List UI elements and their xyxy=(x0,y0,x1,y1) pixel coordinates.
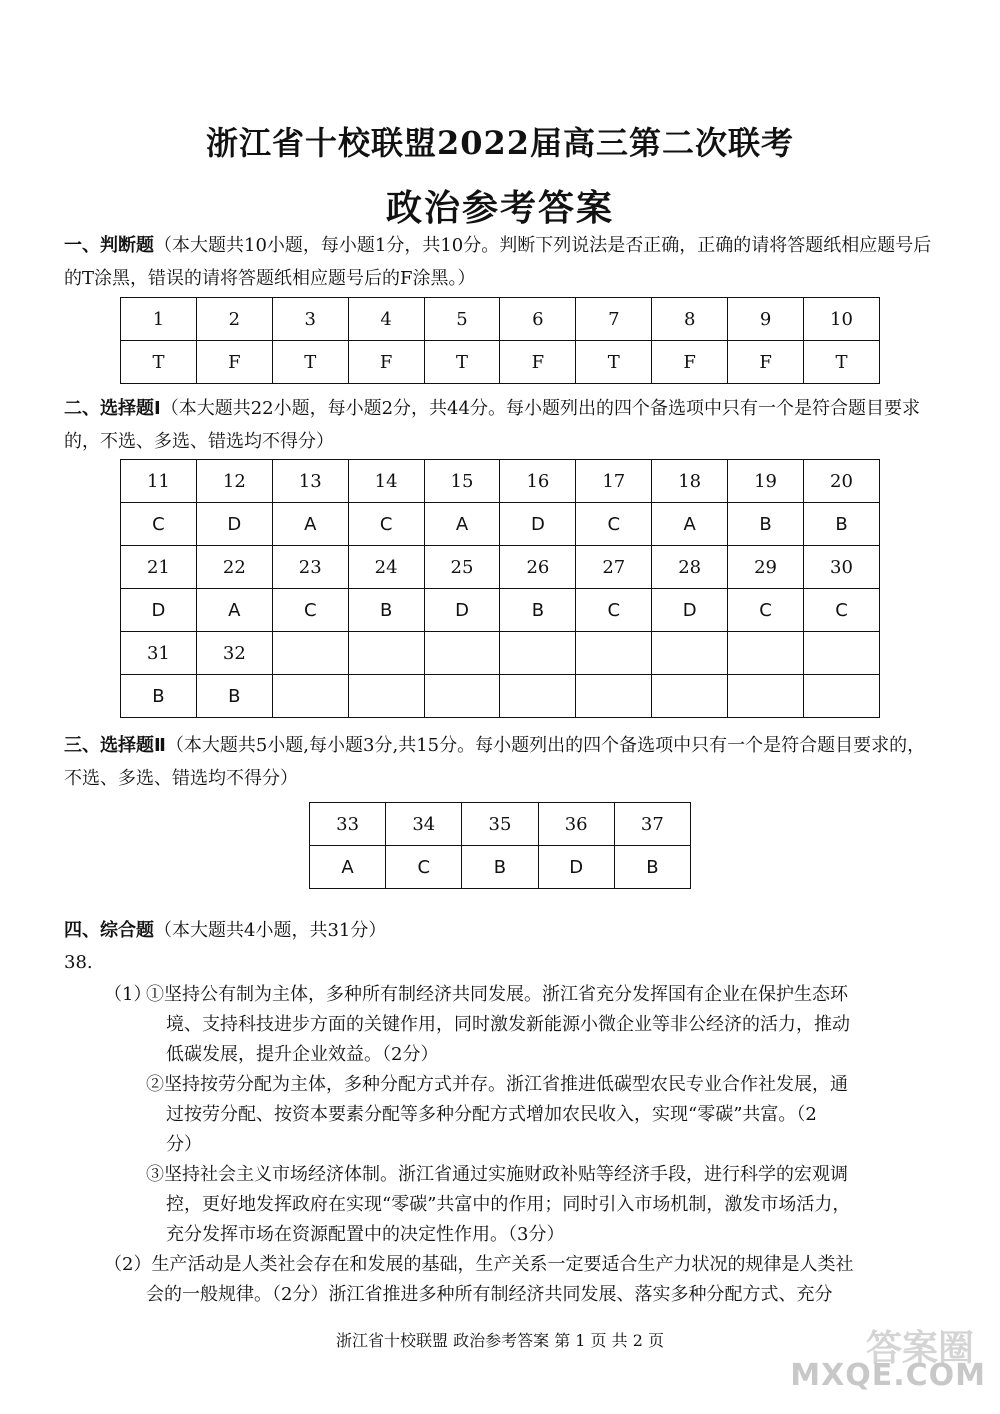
table-cell: 23 xyxy=(272,546,348,589)
table-cell xyxy=(576,632,652,675)
table-cell: 3 xyxy=(272,298,348,341)
section2-answer-row xyxy=(121,503,880,546)
section2-number-row xyxy=(121,546,880,589)
answer-cell: T xyxy=(424,341,500,384)
answer-cell xyxy=(272,675,348,718)
answer-cell: A xyxy=(424,503,500,546)
answer-cell: F xyxy=(728,341,804,384)
answer-cell: B xyxy=(804,503,880,546)
section2-heading: 二、选择题Ⅰ xyxy=(64,398,161,419)
table-cell: 28 xyxy=(652,546,728,589)
answer-cell: F xyxy=(500,341,576,384)
answer-cell: C xyxy=(272,589,348,632)
table-cell xyxy=(348,632,424,675)
table-cell xyxy=(272,632,348,675)
table-cell: 12 xyxy=(196,460,272,503)
answer-cell: B xyxy=(348,589,424,632)
section2-answer-row xyxy=(121,675,880,718)
section1-answer-row xyxy=(121,341,880,384)
page-subtitle: 政治参考答案 xyxy=(385,187,614,229)
answer-cell xyxy=(348,675,424,718)
table-cell: 7 xyxy=(576,298,652,341)
section3-number-row xyxy=(310,803,691,846)
section3-answer-row xyxy=(310,846,691,889)
answer-cell: D xyxy=(652,589,728,632)
part1-label: （1） xyxy=(104,984,152,1005)
answer-cell: T xyxy=(804,341,880,384)
table-cell: 26 xyxy=(500,546,576,589)
table-cell: 6 xyxy=(500,298,576,341)
text-line: ②坚持按劳分配为主体，多种分配方式并存。浙江省推进低碳型农民专业合作社发展，通 xyxy=(146,1074,848,1095)
question-38-label: 38. xyxy=(64,952,93,973)
text-line: ①坚持公有制为主体，多种所有制经济共同发展。浙江省充分发挥国有企业在保护生态环 xyxy=(146,984,848,1005)
answer-cell xyxy=(424,675,500,718)
answer-cell: F xyxy=(196,341,272,384)
section3-desc: （本大题共5小题,每小题3分,共15分。每小题列出的四个备选项中只有一个是符合题目要求的，不选、多选、错选均不得分） xyxy=(64,735,926,789)
table-cell: 27 xyxy=(576,546,652,589)
table-cell: 1 xyxy=(121,298,197,341)
answer-cell xyxy=(804,675,880,718)
answer-cell: T xyxy=(576,341,652,384)
answer-cell: B xyxy=(196,675,272,718)
table-cell: 19 xyxy=(728,460,804,503)
section3-heading: 三、选择题Ⅱ xyxy=(64,735,166,756)
answer-cell xyxy=(652,675,728,718)
table-cell xyxy=(728,632,804,675)
table-cell: 22 xyxy=(196,546,272,589)
table-cell: 5 xyxy=(424,298,500,341)
text-line: 控，更好地发挥政府在实现“零碳”共富中的作用；同时引入市场机制，激发市场活力， xyxy=(166,1194,851,1215)
answer-cell: B xyxy=(728,503,804,546)
table-cell: 30 xyxy=(804,546,880,589)
table-cell: 21 xyxy=(121,546,197,589)
answer-cell: A xyxy=(196,589,272,632)
text-line: 境、支持科技进步方面的关键作用，同时激发新能源小微企业等非公经济的活力，推动 xyxy=(166,1014,850,1035)
table-cell xyxy=(500,632,576,675)
text-line: （2）生产活动是人类社会存在和发展的基础，生产关系一定要适合生产力状况的规律是人类社 xyxy=(104,1254,854,1275)
section2-table xyxy=(120,459,880,718)
answer-cell: C xyxy=(728,589,804,632)
table-cell: 37 xyxy=(614,803,690,846)
table-cell: 4 xyxy=(348,298,424,341)
section2-desc: （本大题共22小题，每小题2分，共44分。每小题列出的四个备选项中只有一个是符合题目要求的，不选、多选、错选均不得分） xyxy=(64,398,920,452)
table-cell: 34 xyxy=(386,803,462,846)
section2-number-row xyxy=(121,632,880,675)
table-cell: 18 xyxy=(652,460,728,503)
table-cell: 24 xyxy=(348,546,424,589)
table-cell: 33 xyxy=(310,803,386,846)
table-cell xyxy=(424,632,500,675)
answer-cell: C xyxy=(348,503,424,546)
table-cell: 9 xyxy=(728,298,804,341)
answer-cell xyxy=(728,675,804,718)
page-footer: 浙江省十校联盟 政治参考答案 第 1 页 共 2 页 xyxy=(336,1331,664,1350)
section1-number-row xyxy=(121,298,880,341)
answer-cell: D xyxy=(121,589,197,632)
table-cell xyxy=(804,632,880,675)
answer-cell: F xyxy=(652,341,728,384)
answer-cell: C xyxy=(576,503,652,546)
answer-cell: B xyxy=(614,846,690,889)
table-cell: 15 xyxy=(424,460,500,503)
answer-cell: D xyxy=(500,503,576,546)
table-cell: 32 xyxy=(196,632,272,675)
text-line: 低碳发展，提升企业效益。（2分） xyxy=(166,1044,439,1065)
answer-cell: T xyxy=(272,341,348,384)
answer-cell: C xyxy=(576,589,652,632)
text-line: 过按劳分配、按资本要素分配等多种分配方式增加农民收入，实现“零碳”共富。（2 xyxy=(166,1104,817,1125)
table-cell: 35 xyxy=(462,803,538,846)
table-cell: 20 xyxy=(804,460,880,503)
table-cell: 8 xyxy=(652,298,728,341)
answer-cell: B xyxy=(121,675,197,718)
answer-cell: A xyxy=(652,503,728,546)
answer-cell: A xyxy=(310,846,386,889)
answer-cell: D xyxy=(538,846,614,889)
section1-desc: （本大题共10小题，每小题1分，共10分。判断下列说法是否正确，正确的请将答题纸相应题号后的T涂黑，错误的请将答题纸相应题号后的F涂黑。） xyxy=(64,235,932,289)
section3-table xyxy=(309,802,691,889)
table-cell: 25 xyxy=(424,546,500,589)
answer-cell: A xyxy=(272,503,348,546)
table-cell: 2 xyxy=(196,298,272,341)
table-cell: 11 xyxy=(121,460,197,503)
answer-cell xyxy=(576,675,652,718)
section1-table xyxy=(120,297,880,384)
table-cell: 13 xyxy=(272,460,348,503)
section1-intro xyxy=(64,229,938,295)
answer-cell xyxy=(500,675,576,718)
watermark-text: MXQE.COM xyxy=(790,1358,986,1393)
answer-cell: F xyxy=(348,341,424,384)
section4-intro xyxy=(64,914,938,947)
text-line: 会的一般规律。（2分）浙江省推进多种所有制经济共同发展、落实多种分配方式、充分 xyxy=(146,1284,833,1305)
answer-cell: C xyxy=(121,503,197,546)
table-cell: 10 xyxy=(804,298,880,341)
section2-answer-row xyxy=(121,589,880,632)
answer-cell: T xyxy=(121,341,197,384)
table-cell: 31 xyxy=(121,632,197,675)
section4-heading: 四、综合题 xyxy=(64,920,154,941)
page-title: 浙江省十校联盟2022届高三第二次联考 xyxy=(205,124,795,162)
text-line: 分） xyxy=(166,1134,202,1155)
table-cell: 16 xyxy=(500,460,576,503)
answer-cell: D xyxy=(424,589,500,632)
section1-heading: 一、判断题 xyxy=(64,235,154,256)
section4-desc: （本大题共4小题，共31分） xyxy=(154,920,387,941)
answer-cell: D xyxy=(196,503,272,546)
table-cell: 14 xyxy=(348,460,424,503)
answer-cell: C xyxy=(386,846,462,889)
answer-cell: B xyxy=(500,589,576,632)
section3-intro xyxy=(64,729,938,795)
answer-cell: C xyxy=(804,589,880,632)
table-cell xyxy=(652,632,728,675)
table-cell: 36 xyxy=(538,803,614,846)
section2-number-row xyxy=(121,460,880,503)
table-cell: 17 xyxy=(576,460,652,503)
answer-cell: B xyxy=(462,846,538,889)
section2-intro xyxy=(64,392,938,458)
table-cell: 29 xyxy=(728,546,804,589)
watermark-logo: 答案圈 xyxy=(865,1328,974,1369)
text-line: 充分发挥市场在资源配置中的决定性作用。（3分） xyxy=(166,1224,565,1245)
text-line: ③坚持社会主义市场经济体制。浙江省通过实施财政补贴等经济手段，进行科学的宏观调 xyxy=(146,1164,848,1185)
